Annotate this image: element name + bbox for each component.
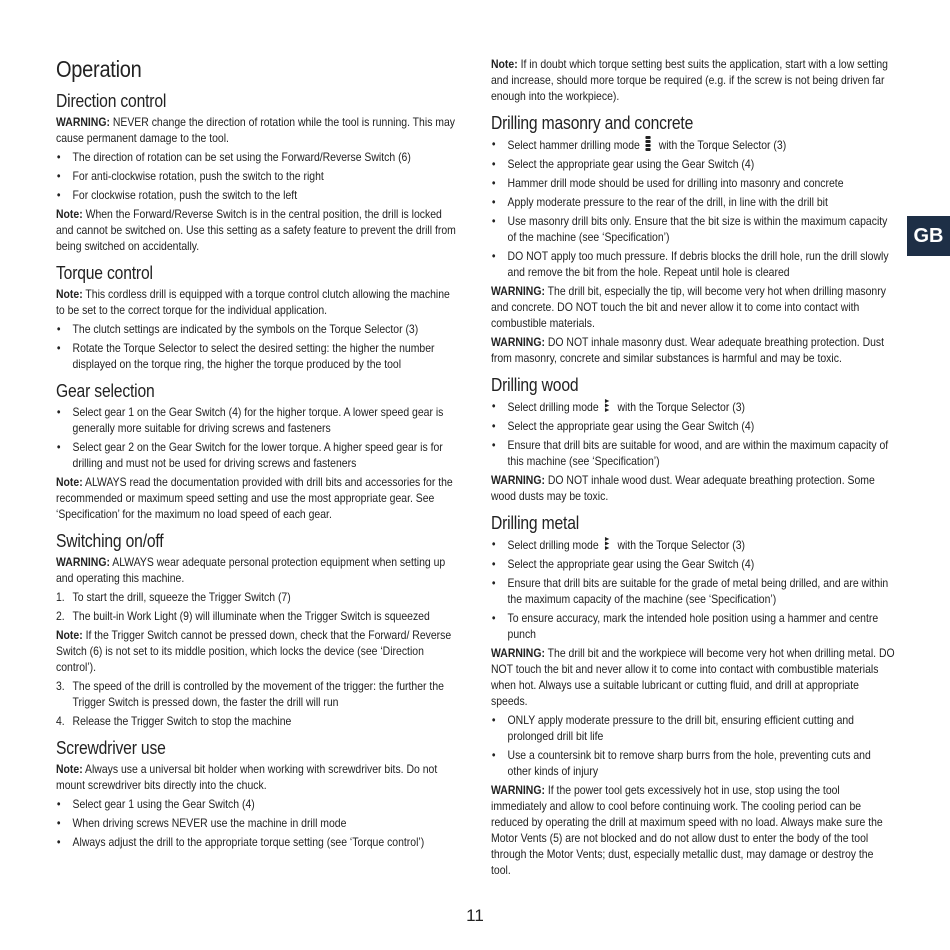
heading-drilling-wood: Drilling wood	[491, 375, 579, 395]
list-item: • Select hammer drilling mode with the Torque Selector (3)	[491, 136, 896, 153]
list-item: • Ensure that drill bits are suitable for wood, and are within the maximum capacity of this machine (see ‘Specification’)	[491, 437, 896, 469]
language-tab: GB	[907, 216, 950, 256]
note-paragraph: Note: When the Forward/Reverse Switch is in the central position, the drill is locked and cannot be switched on. Use this setting as a safety feature to prevent the drill from being switched on accidentally.	[56, 207, 456, 253]
list-item: • Select gear 1 using the Gear Switch (4)	[56, 796, 460, 812]
list-item: • Select the appropriate gear using the Gear Switch (4)	[491, 556, 896, 572]
list-item: 4. Release the Trigger Switch to stop the machine	[56, 714, 292, 728]
masonry-bullets	[491, 136, 896, 280]
warning-paragraph: WARNING: DO NOT inhale masonry dust. Wear adequate breathing protection. Dust from masonry, concrete and similar substances is harmful and may be toxic.	[491, 335, 885, 365]
metal-bullets-2	[491, 712, 896, 779]
warning-paragraph: WARNING: ALWAYS wear adequate personal protection equipment when setting up and operating this machine.	[56, 555, 446, 585]
list-item: 2. The built-in Work Light (9) will illuminate when the Trigger Switch is squeezed	[56, 609, 430, 623]
list-item: • For anti-clockwise rotation, push the switch to the right	[56, 168, 460, 184]
list-item: 1. To start the drill, squeeze the Trigger Switch (7)	[56, 590, 291, 604]
left-column	[56, 56, 459, 853]
note-paragraph: Note: If the Trigger Switch cannot be pressed down, check that the Forward/ Reverse Switch (6) is not set to its middle position, which locks the device (see ‘Direction control’).	[56, 628, 452, 674]
page-number: 11	[466, 906, 484, 925]
gear-bullets	[56, 404, 460, 471]
list-item: • Select the appropriate gear using the Gear Switch (4)	[491, 156, 896, 172]
list-item: • Ensure that drill bits are suitable for the grade of metal being drilled, and are within the maximum capacity of the machine (see ‘Specification’)	[491, 575, 896, 607]
drill-mode-icon	[604, 536, 610, 551]
list-item: • Rotate the Torque Selector to select the desired setting: the higher the number displayed on the torque ring, the higher the torque produced by the tool	[56, 340, 460, 372]
torque-bullets	[56, 321, 460, 372]
list-item: • The clutch settings are indicated by the symbols on the Torque Selector (3)	[56, 321, 460, 337]
list-item: • Use masonry drill bits only. Ensure that the bit size is within the maximum capacity of the machine (see ‘Specification’)	[491, 213, 896, 245]
note-paragraph: Note: This cordless drill is equipped with a torque control clutch allowing the machine to be set to the correct torque for the individual application.	[56, 287, 450, 317]
screwdriver-bullets	[56, 796, 460, 850]
switching-steps-b	[56, 678, 460, 729]
note-paragraph: Note: If in doubt which torque setting best suits the application, start with a low setting and increase, should more torque be required (e.g. if the screw is not being driven far enough into the workpiece).	[491, 57, 888, 103]
page-title: Operation	[56, 56, 142, 82]
heading-screwdriver-use: Screwdriver use	[56, 738, 166, 758]
warning-paragraph: WARNING: DO NOT inhale wood dust. Wear adequate breathing protection. Some wood dusts may be toxic.	[491, 473, 875, 503]
heading-drilling-metal: Drilling metal	[491, 513, 580, 533]
list-item: • Select drilling mode with the Torque Selector (3)	[491, 398, 896, 415]
list-item: • Select gear 2 on the Gear Switch for the lower torque. A higher speed gear is for drilling and must not be used for driving screws and fasteners	[56, 439, 460, 471]
note-paragraph: Note: Always use a universal bit holder when working with screwdriver bits. Do not mount screwdriver bits directly into the chuck.	[56, 762, 438, 792]
list-item: • Select the appropriate gear using the Gear Switch (4)	[491, 418, 896, 434]
warning-paragraph: WARNING: NEVER change the direction of rotation while the tool is running. This may cause permanent damage to the tool.	[56, 115, 456, 145]
list-item: • The direction of rotation can be set using the Forward/Reverse Switch (6)	[56, 149, 460, 165]
heading-drilling-masonry: Drilling masonry and concrete	[491, 113, 694, 133]
direction-bullets	[56, 149, 460, 203]
heading-direction-control: Direction control	[56, 91, 167, 111]
list-item: • For clockwise rotation, push the switch to the left	[56, 187, 460, 203]
list-item: • To ensure accuracy, mark the intended hole position using a hammer and centre punch	[491, 610, 896, 642]
list-item: • Always adjust the drill to the appropriate torque setting (see ‘Torque control’)	[56, 834, 460, 850]
warning-paragraph: WARNING: If the power tool gets excessively hot in use, stop using the tool immediately and allow to cool before continuing work. The cooling period can be reduced by operating the drill at maximum speed with no load. Always make sure the Motor Vents (5) are not blocked and do not allow dust to enter the body of the tool through the Motor Vents; dust, especially metallic dust, may damage or destroy the tool.	[491, 783, 883, 877]
switching-steps-a	[56, 589, 460, 624]
list-item: • ONLY apply moderate pressure to the drill bit, ensuring efficient cutting and prolonged drill bit life	[491, 712, 896, 744]
list-item: • Hammer drill mode should be used for drilling into masonry and concrete	[491, 175, 896, 191]
metal-bullets	[491, 536, 896, 642]
list-item: • DO NOT apply too much pressure. If debris blocks the drill hole, run the drill slowly and remove the bit from the hole. Repeat until hole is cleared	[491, 248, 896, 280]
list-item: • Apply moderate pressure to the rear of the drill, in line with the drill bit	[491, 194, 896, 210]
right-column	[491, 56, 895, 881]
note-paragraph: Note: ALWAYS read the documentation provided with drill bits and accessories for the recommended or maximum speed setting and use the most appropriate gear. See ‘Specification’ for the maximum no load speed of each gear.	[56, 475, 453, 521]
list-item: • When driving screws NEVER use the machine in drill mode	[56, 815, 460, 831]
warning-paragraph: WARNING: The drill bit, especially the tip, will become very hot when drilling masonry and concrete. DO NOT touch the bit and never allow it to come into contact with combustible materials.	[491, 284, 886, 330]
heading-gear-selection: Gear selection	[56, 381, 155, 401]
hammer-drill-mode-icon	[645, 136, 651, 151]
drill-mode-icon	[604, 398, 610, 413]
heading-switching: Switching on/off	[56, 531, 164, 551]
list-item: • Select drilling mode with the Torque Selector (3)	[491, 536, 896, 553]
wood-bullets	[491, 398, 896, 469]
list-item: • Select gear 1 on the Gear Switch (4) for the higher torque. A lower speed gear is generally more suitable for driving screws and fasteners	[56, 404, 460, 436]
warning-paragraph: WARNING: The drill bit and the workpiece will become very hot when drilling metal. DO NOT touch the bit and never allow it to come into contact with combustible materials when hot. Always use a suitable lubricant or cutting fluid, and drill at appropriate speeds.	[491, 646, 895, 708]
heading-torque-control: Torque control	[56, 263, 153, 283]
list-item: • Use a countersink bit to remove sharp burrs from the hole, preventing cuts and other kinds of injury	[491, 747, 896, 779]
list-item: 3. The speed of the drill is controlled by the movement of the trigger: the further the Trigger Switch is pressed down, the faster the drill will run	[56, 679, 444, 709]
